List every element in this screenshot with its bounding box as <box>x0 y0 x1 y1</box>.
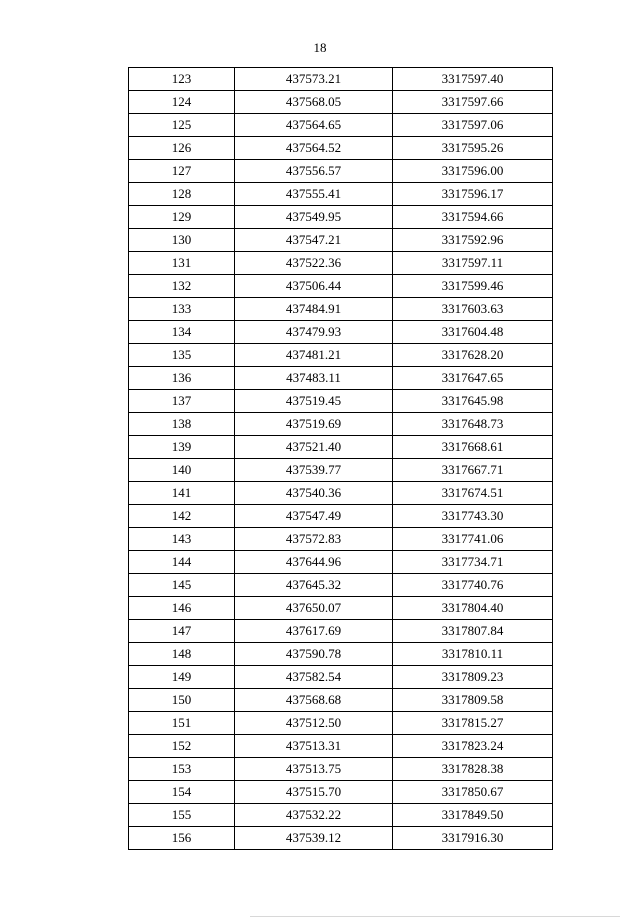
point-number-cell: 145 <box>129 574 235 597</box>
table-row <box>129 91 553 114</box>
x-coordinate-cell: 437568.68 <box>235 689 393 712</box>
page-edge-line <box>250 916 620 917</box>
y-coordinate-cell: 3317645.98 <box>393 390 553 413</box>
x-coordinate-cell: 437506.44 <box>235 275 393 298</box>
x-coordinate-cell: 437650.07 <box>235 597 393 620</box>
x-coordinate-cell: 437512.50 <box>235 712 393 735</box>
point-number-cell: 139 <box>129 436 235 459</box>
point-number-cell: 138 <box>129 413 235 436</box>
table-row <box>129 390 553 413</box>
table-row <box>129 137 553 160</box>
y-coordinate-cell: 3317815.27 <box>393 712 553 735</box>
y-coordinate-cell: 3317734.71 <box>393 551 553 574</box>
x-coordinate-cell: 437479.93 <box>235 321 393 344</box>
x-coordinate-cell: 437549.95 <box>235 206 393 229</box>
table-row <box>129 551 553 574</box>
point-number-cell: 146 <box>129 597 235 620</box>
point-number-cell: 129 <box>129 206 235 229</box>
y-coordinate-cell: 3317597.40 <box>393 68 553 91</box>
point-number-cell: 135 <box>129 344 235 367</box>
table-row <box>129 482 553 505</box>
y-coordinate-cell: 3317740.76 <box>393 574 553 597</box>
point-number-cell: 150 <box>129 689 235 712</box>
y-coordinate-cell: 3317599.46 <box>393 275 553 298</box>
x-coordinate-cell: 437556.57 <box>235 160 393 183</box>
y-coordinate-cell: 3317850.67 <box>393 781 553 804</box>
x-coordinate-cell: 437547.49 <box>235 505 393 528</box>
point-number-cell: 148 <box>129 643 235 666</box>
x-coordinate-cell: 437644.96 <box>235 551 393 574</box>
y-coordinate-cell: 3317823.24 <box>393 735 553 758</box>
y-coordinate-cell: 3317668.61 <box>393 436 553 459</box>
x-coordinate-cell: 437481.21 <box>235 344 393 367</box>
table-row <box>129 321 553 344</box>
x-coordinate-cell: 437540.36 <box>235 482 393 505</box>
table-row <box>129 160 553 183</box>
point-number-cell: 155 <box>129 804 235 827</box>
x-coordinate-cell: 437513.75 <box>235 758 393 781</box>
point-number-cell: 123 <box>129 68 235 91</box>
table-row <box>129 367 553 390</box>
point-number-cell: 152 <box>129 735 235 758</box>
y-coordinate-cell: 3317592.96 <box>393 229 553 252</box>
point-number-cell: 132 <box>129 275 235 298</box>
x-coordinate-cell: 437521.40 <box>235 436 393 459</box>
y-coordinate-cell: 3317628.20 <box>393 344 553 367</box>
x-coordinate-cell: 437555.41 <box>235 183 393 206</box>
x-coordinate-cell: 437539.77 <box>235 459 393 482</box>
table-row <box>129 620 553 643</box>
table-row <box>129 114 553 137</box>
point-number-cell: 143 <box>129 528 235 551</box>
table-row <box>129 528 553 551</box>
coordinate-table-body <box>129 68 553 850</box>
x-coordinate-cell: 437484.91 <box>235 298 393 321</box>
y-coordinate-cell: 3317604.48 <box>393 321 553 344</box>
y-coordinate-cell: 3317828.38 <box>393 758 553 781</box>
x-coordinate-cell: 437513.31 <box>235 735 393 758</box>
y-coordinate-cell: 3317647.65 <box>393 367 553 390</box>
table-row <box>129 574 553 597</box>
y-coordinate-cell: 3317809.23 <box>393 666 553 689</box>
x-coordinate-cell: 437519.45 <box>235 390 393 413</box>
x-coordinate-cell: 437522.36 <box>235 252 393 275</box>
y-coordinate-cell: 3317596.17 <box>393 183 553 206</box>
table-row <box>129 505 553 528</box>
y-coordinate-cell: 3317809.58 <box>393 689 553 712</box>
table-row <box>129 735 553 758</box>
table-row <box>129 781 553 804</box>
table-row <box>129 459 553 482</box>
point-number-cell: 130 <box>129 229 235 252</box>
y-coordinate-cell: 3317810.11 <box>393 643 553 666</box>
point-number-cell: 144 <box>129 551 235 574</box>
point-number-cell: 153 <box>129 758 235 781</box>
x-coordinate-cell: 437483.11 <box>235 367 393 390</box>
y-coordinate-cell: 3317596.00 <box>393 160 553 183</box>
x-coordinate-cell: 437532.22 <box>235 804 393 827</box>
y-coordinate-cell: 3317597.66 <box>393 91 553 114</box>
point-number-cell: 136 <box>129 367 235 390</box>
point-number-cell: 128 <box>129 183 235 206</box>
y-coordinate-cell: 3317594.66 <box>393 206 553 229</box>
table-row <box>129 689 553 712</box>
point-number-cell: 142 <box>129 505 235 528</box>
x-coordinate-cell: 437572.83 <box>235 528 393 551</box>
table-row <box>129 275 553 298</box>
table-row <box>129 206 553 229</box>
table-row <box>129 68 553 91</box>
table-row <box>129 758 553 781</box>
x-coordinate-cell: 437568.05 <box>235 91 393 114</box>
point-number-cell: 149 <box>129 666 235 689</box>
point-number-cell: 131 <box>129 252 235 275</box>
x-coordinate-cell: 437645.32 <box>235 574 393 597</box>
point-number-cell: 137 <box>129 390 235 413</box>
y-coordinate-cell: 3317597.06 <box>393 114 553 137</box>
y-coordinate-cell: 3317741.06 <box>393 528 553 551</box>
y-coordinate-cell: 3317648.73 <box>393 413 553 436</box>
point-number-cell: 140 <box>129 459 235 482</box>
x-coordinate-cell: 437564.65 <box>235 114 393 137</box>
x-coordinate-cell: 437564.52 <box>235 137 393 160</box>
y-coordinate-cell: 3317595.26 <box>393 137 553 160</box>
point-number-cell: 156 <box>129 827 235 850</box>
table-row <box>129 436 553 459</box>
x-coordinate-cell: 437582.54 <box>235 666 393 689</box>
table-row <box>129 827 553 850</box>
table-row <box>129 597 553 620</box>
table-row <box>129 712 553 735</box>
table-row <box>129 344 553 367</box>
x-coordinate-cell: 437519.69 <box>235 413 393 436</box>
y-coordinate-cell: 3317849.50 <box>393 804 553 827</box>
point-number-cell: 141 <box>129 482 235 505</box>
table-row <box>129 252 553 275</box>
x-coordinate-cell: 437617.69 <box>235 620 393 643</box>
table-row <box>129 666 553 689</box>
page-number: 18 <box>313 40 327 55</box>
x-coordinate-cell: 437515.70 <box>235 781 393 804</box>
y-coordinate-cell: 3317807.84 <box>393 620 553 643</box>
y-coordinate-cell: 3317597.11 <box>393 252 553 275</box>
x-coordinate-cell: 437573.21 <box>235 68 393 91</box>
y-coordinate-cell: 3317743.30 <box>393 505 553 528</box>
table-row <box>129 643 553 666</box>
y-coordinate-cell: 3317603.63 <box>393 298 553 321</box>
x-coordinate-cell: 437539.12 <box>235 827 393 850</box>
y-coordinate-cell: 3317916.30 <box>393 827 553 850</box>
point-number-cell: 125 <box>129 114 235 137</box>
point-number-cell: 124 <box>129 91 235 114</box>
y-coordinate-cell: 3317674.51 <box>393 482 553 505</box>
table-row <box>129 413 553 436</box>
point-number-cell: 147 <box>129 620 235 643</box>
x-coordinate-cell: 437590.78 <box>235 643 393 666</box>
x-coordinate-cell: 437547.21 <box>235 229 393 252</box>
point-number-cell: 134 <box>129 321 235 344</box>
coordinate-table <box>128 67 553 850</box>
table-row <box>129 298 553 321</box>
point-number-cell: 127 <box>129 160 235 183</box>
point-number-cell: 151 <box>129 712 235 735</box>
y-coordinate-cell: 3317667.71 <box>393 459 553 482</box>
point-number-cell: 133 <box>129 298 235 321</box>
table-row <box>129 229 553 252</box>
point-number-cell: 154 <box>129 781 235 804</box>
table-row <box>129 183 553 206</box>
table-row <box>129 804 553 827</box>
point-number-cell: 126 <box>129 137 235 160</box>
y-coordinate-cell: 3317804.40 <box>393 597 553 620</box>
